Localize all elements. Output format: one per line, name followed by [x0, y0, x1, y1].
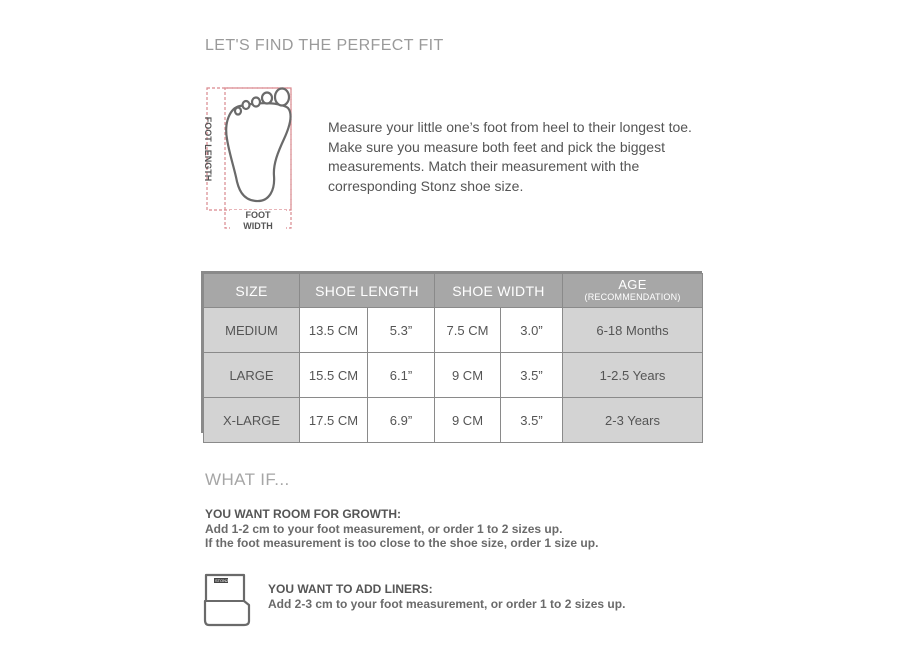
length-in-cell: 6.9” [368, 398, 435, 443]
length-cm-cell: 15.5 CM [300, 353, 368, 398]
age-cell: 1-2.5 Years [563, 353, 703, 398]
size-chart [201, 271, 702, 433]
liner-tag-label: STONZ [215, 578, 229, 583]
liner-sock-icon [201, 571, 253, 627]
size-cell: X-LARGE [204, 398, 300, 443]
what-if-heading: WHAT IF... [205, 470, 290, 489]
table-row [204, 353, 703, 398]
liners-line-1: Add 2-3 cm to your foot measurement, or order 1 to 2 sizes up. [268, 596, 626, 611]
header-shoe-width: SHOE WIDTH [435, 274, 563, 308]
table-row [204, 398, 703, 443]
foot-length-label: FOOT LENGTH [203, 116, 213, 182]
length-in-cell: 6.1” [368, 353, 435, 398]
header-age: AGE (RECOMMENDATION) [563, 274, 703, 308]
age-cell: 2-3 Years [563, 398, 703, 443]
foot-measure-diagram [200, 84, 300, 234]
size-table [203, 273, 703, 443]
length-cm-cell: 13.5 CM [300, 308, 368, 353]
width-in-cell: 3.5” [501, 398, 563, 443]
header-size: SIZE [204, 274, 300, 308]
size-cell: MEDIUM [204, 308, 300, 353]
foot-width-label: FOOT WIDTH [230, 210, 286, 232]
length-cm-cell: 17.5 CM [300, 398, 368, 443]
width-cm-cell: 9 CM [435, 353, 501, 398]
width-in-cell: 3.5” [501, 353, 563, 398]
size-cell: LARGE [204, 353, 300, 398]
page-title: LET'S FIND THE PERFECT FIT [205, 37, 444, 54]
length-in-cell: 5.3” [368, 308, 435, 353]
growth-tip [205, 507, 598, 551]
growth-line-2: If the foot measurement is too close to the shoe size, order 1 size up. [205, 536, 599, 550]
width-cm-cell: 7.5 CM [435, 308, 501, 353]
age-cell: 6-18 Months [563, 308, 703, 353]
width-cm-cell: 9 CM [435, 398, 501, 443]
intro-paragraph: Measure your little one’s foot from heel to their longest toe. Make sure you measure both feet and pick the biggest measurements. Match their measurement with the corresponding Stonz shoe size. [328, 119, 692, 194]
growth-title: YOU WANT ROOM FOR GROWTH: [205, 507, 401, 521]
table-header-row [204, 274, 703, 308]
liners-title: YOU WANT TO ADD LINERS: [268, 582, 433, 596]
growth-line-1: Add 1-2 cm to your foot measurement, or order 1 to 2 sizes up. [205, 521, 563, 536]
width-in-cell: 3.0” [501, 308, 563, 353]
table-row [204, 308, 703, 353]
header-shoe-length: SHOE LENGTH [300, 274, 435, 308]
liners-tip [268, 582, 625, 611]
